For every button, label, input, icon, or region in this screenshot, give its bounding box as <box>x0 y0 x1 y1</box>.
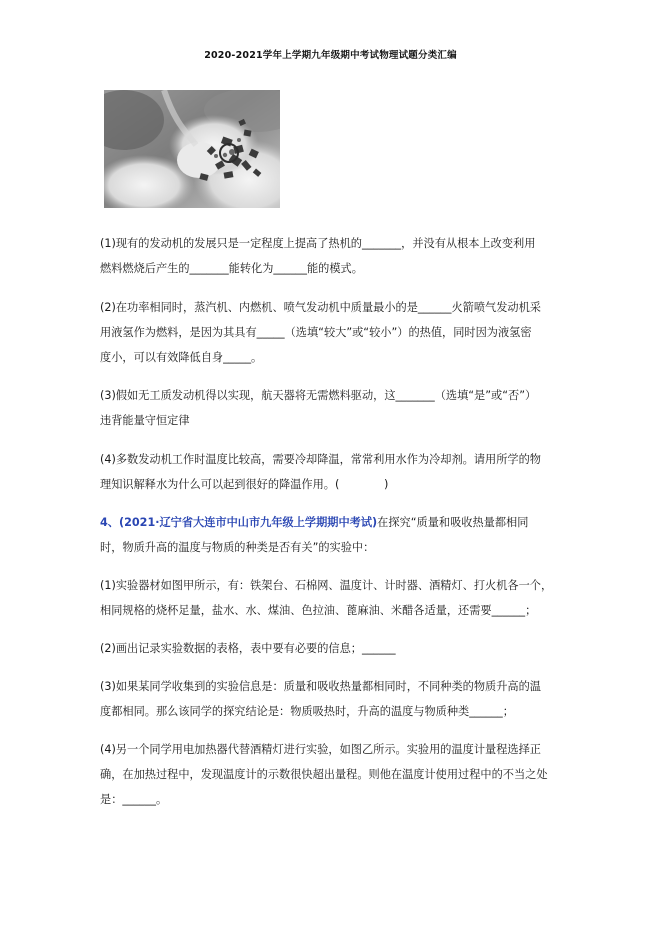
q3-part4-line2: 理知识解释水为什么可以起到很好的降温作用。( ) <box>100 478 389 491</box>
q3-part3 <box>100 383 562 433</box>
photo-illustration <box>104 90 280 208</box>
q4-part2-line1: (2)画出记录实验数据的表格，表中要有必要的信息；______ <box>100 642 396 655</box>
q4-part4 <box>100 737 562 812</box>
q4-part4-line2: 确，在加热过程中，发现温度计的示数很快超出量程。则他在温度计使用过程中的不当之处 <box>100 768 548 781</box>
q3-part1-line2: 燃料燃烧后产生的_______能转化为______能的模式。 <box>100 262 363 275</box>
q3-part3-line1: (3)假如无工质发动机得以实现，航天器将无需燃料驱动，这_______（选填“是”或“否”） <box>100 389 537 402</box>
q4-source: 4、(2021·辽宁省大连市中山市九年级上学期期中考试) <box>100 516 378 529</box>
q4-part3-line1: (3)如果某同学收集到的实验信息是：质量和吸收热量都相同时，不同种类的物质升高的温 <box>100 680 541 693</box>
q3-part4-line1: (4)多数发动机工作时温度比较高，需要冷却降温，常常利用水作为冷却剂。请用所学的物 <box>100 453 541 466</box>
q4-intro <box>100 510 562 560</box>
q3-part1-line1: (1)现有的发动机的发展只是一定程度上提高了热机的_______，并没有从根本上改变利用 <box>100 237 536 250</box>
q4-part1-line1: (1)实验器材如图甲所示，有：铁架台、石棉网、温度计、计时器、酒精灯、打火机各一个， <box>100 579 553 592</box>
q3-part3-line2: 违背能量守恒定律 <box>100 414 190 427</box>
q3-part2-line2: 用液氢作为燃料，是因为其具有_____（选填“较大”或“较小”）的热值，同时因为液氢密 <box>100 326 532 339</box>
q3-part2-line3: 度小，可以有效降低自身_____。 <box>100 351 263 364</box>
q4-part3-line2: 度都相同。那么该同学的探究结论是：物质吸热时，升高的温度与物质种类______； <box>100 705 514 718</box>
q4-part2 <box>100 636 562 661</box>
rocket-launch-photo <box>104 90 280 208</box>
q4-part4-line3: 是：______。 <box>100 793 168 806</box>
q3-part1 <box>100 231 562 281</box>
q3-part4 <box>100 447 562 497</box>
q4-part1-line2: 相同规格的烧杯足量，盐水、水、煤油、色拉油、蓖麻油、米醋各适量，还需要______； <box>100 604 537 617</box>
q4-part1 <box>100 573 562 623</box>
q4-intro-text: 在探究“质量和吸收热量都相同 <box>377 516 529 529</box>
page-header-title: 2020-2021学年上学期九年级期中考试物理试题分类汇编 <box>204 50 457 61</box>
q4-part4-line1: (4)另一个同学用电加热器代替酒精灯进行实验，如图乙所示。实验用的温度计量程选择正 <box>100 743 541 756</box>
q4-intro-line2: 时，物质升高的温度与物质的种类是否有关”的实验中： <box>100 541 375 554</box>
q3-part2-line1: (2)在功率相同时，蒸汽机、内燃机、喷气发动机中质量最小的是______火箭喷气发动机采 <box>100 301 541 314</box>
q3-part2 <box>100 295 562 370</box>
q4-part3 <box>100 674 562 724</box>
q4-intro-line1 <box>100 510 562 535</box>
